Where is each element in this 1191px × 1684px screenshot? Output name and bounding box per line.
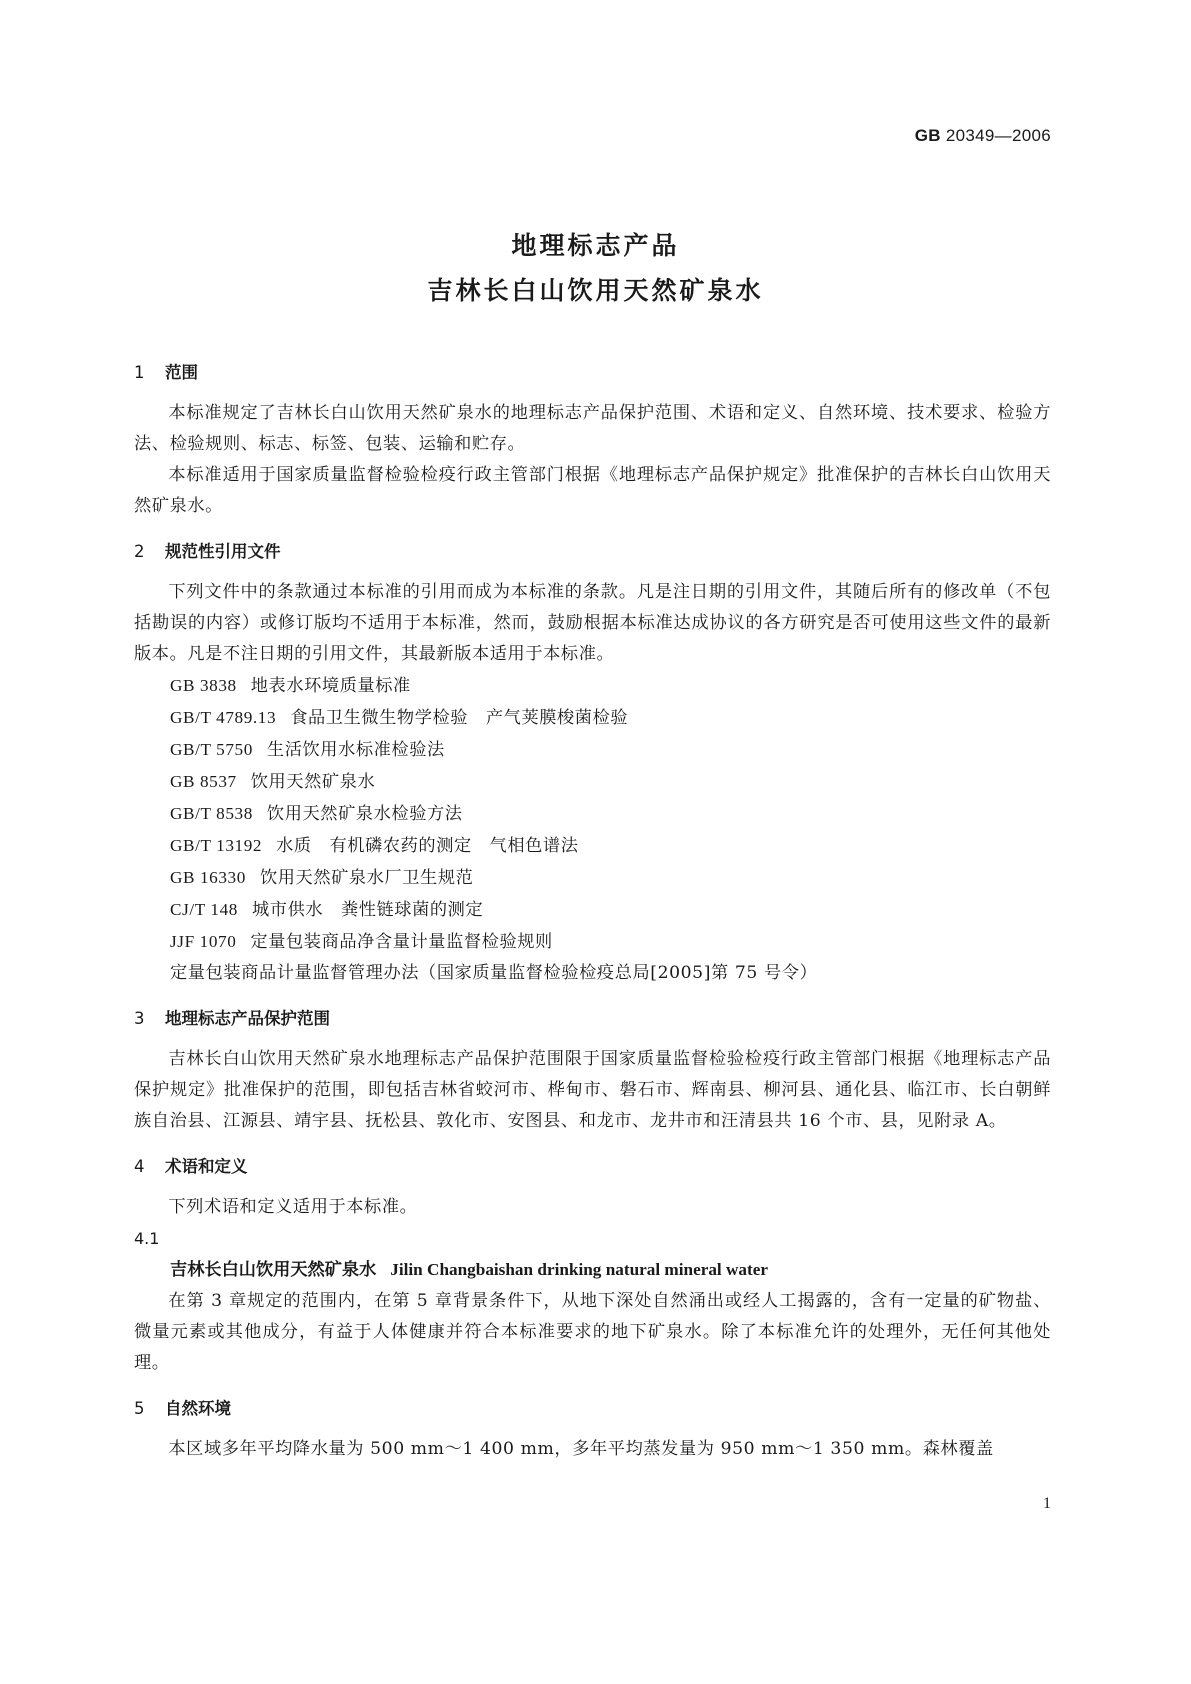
reference-item: GB 8537 饮用天然矿泉水 <box>170 772 376 792</box>
term-heading: 吉林长白山饮用天然矿泉水 Jilin Changbaishan drinking natural mineral water <box>170 1260 768 1280</box>
reference-item: GB 16330 饮用天然矿泉水厂卫生规范 <box>170 868 474 888</box>
page-number: 1 <box>1043 1495 1051 1512</box>
subsection-4-1-number: 4.1 <box>134 1229 160 1248</box>
reference-item: CJ/T 148 城市供水 粪性链球菌的测定 <box>170 900 484 920</box>
title-line-2: 吉林长白山饮用天然矿泉水 <box>427 276 764 305</box>
title-line-1: 地理标志产品 <box>511 231 680 260</box>
standard-number: GB 20349—2006 <box>914 126 1051 145</box>
section-3-paragraph-1: 吉林长白山饮用天然矿泉水地理标志产品保护范围限于国家质量监督检验检疫行政主管部门根据《地理标志产品保护规定》批准保护的范围，即包括吉林省蛟河市、桦甸市、磐石市、辉南县、柳河县、通化县、临江市、长白朝鲜族自治县、江源县、靖宇县、抚松县、敦化市、安图县、和龙市、龙井市和汪清县共 16 个市、县，见附录 A。 <box>134 1049 1051 1131</box>
reference-item-regulation: 定量包装商品计量监督管理办法（国家质量监督检验检疫总局[2005]第 75 号令） <box>170 963 818 983</box>
reference-item: JJF 1070 定量包装商品净含量计量监督检验规则 <box>170 932 553 952</box>
reference-item: GB 3838 地表水环境质量标准 <box>170 676 411 696</box>
section-4-paragraph-1: 下列术语和定义适用于本标准。 <box>168 1197 418 1217</box>
section-5-heading: 5 自然环境 <box>134 1399 231 1418</box>
reference-item: GB/T 13192 水质 有机磷农药的测定 气相色谱法 <box>170 836 579 856</box>
reference-item: GB/T 5750 生活饮用水标准检验法 <box>170 740 445 760</box>
document-body <box>134 357 1051 1465</box>
section-1-heading: 1 范围 <box>134 363 198 382</box>
section-3-heading: 3 地理标志产品保护范围 <box>134 1009 330 1028</box>
reference-item: GB/T 8538 饮用天然矿泉水检验方法 <box>170 804 463 824</box>
section-2-paragraph-1: 下列文件中的条款通过本标准的引用而成为本标准的条款。凡是注日期的引用文件，其随后所有的修改单（不包括勘误的内容）或修订版均不适用于本标准，然而，鼓励根据本标准达成协议的各方研究是否可使用这些文件的最新版本。凡是不注日期的引用文件，其最新版本适用于本标准。 <box>134 582 1051 664</box>
section-1-paragraph-1: 本标准规定了吉林长白山饮用天然矿泉水的地理标志产品保护范围、术语和定义、自然环境、技术要求、检验方法、检验规则、标志、标签、包装、运输和贮存。 <box>134 403 1051 454</box>
term-definition: 在第 3 章规定的范围内，在第 5 章背景条件下，从地下深处自然涌出或经人工揭露的，含有一定量的矿物盐、微量元素或其他成分，有益于人体健康并符合本标准要求的地下矿泉水。除了本标准允许的处理外，无任何其他处理。 <box>134 1291 1051 1373</box>
section-1-paragraph-2: 本标准适用于国家质量监督检验检疫行政主管部门根据《地理标志产品保护规定》批准保护的吉林长白山饮用天然矿泉水。 <box>134 465 1051 516</box>
section-5-paragraph-1: 本区域多年平均降水量为 500 mm～1 400 mm，多年平均蒸发量为 950 mm～1 350 mm。森林覆盖 <box>168 1439 994 1459</box>
section-2-heading: 2 规范性引用文件 <box>134 542 281 561</box>
reference-item: GB/T 4789.13 食品卫生微生物学检验 产气荚膜梭菌检验 <box>170 708 629 728</box>
section-4-heading: 4 术语和定义 <box>134 1157 248 1176</box>
